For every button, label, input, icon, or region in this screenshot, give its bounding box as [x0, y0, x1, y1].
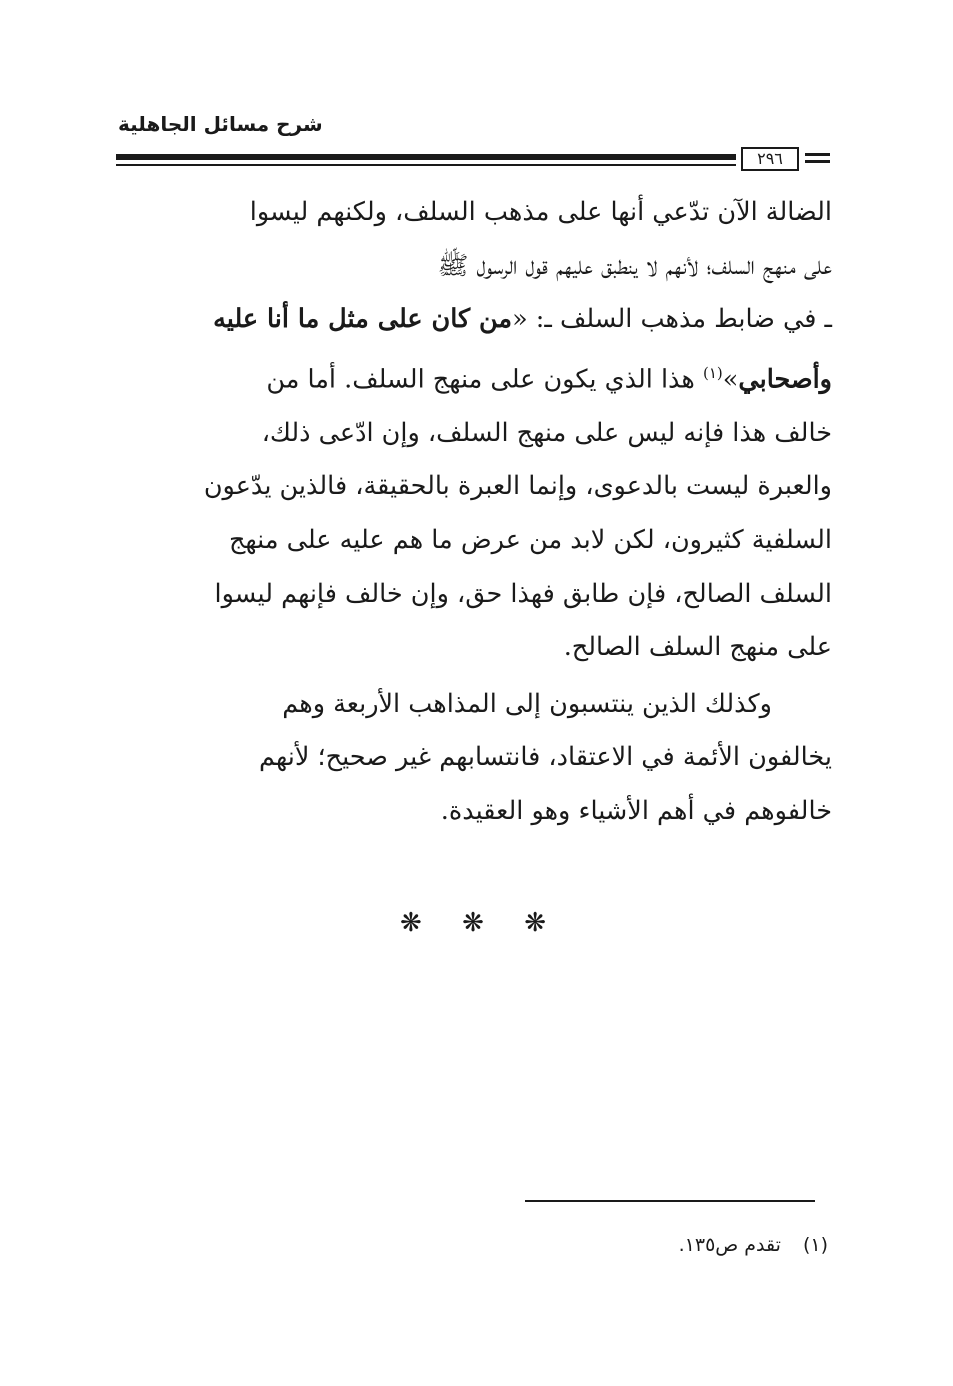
running-header-title: شرح مسائل الجاهلية	[118, 112, 323, 136]
header-rule-right-top	[805, 153, 830, 156]
footnote	[560, 1234, 828, 1256]
footnote-marker: (١)	[802, 1234, 828, 1256]
text-line: السلف الصالح، فإن طابق فهذا حق، وإن خالف فإنهم ليسوا	[214, 578, 832, 609]
text-line: خالفوهم في أهم الأشياء وهو العقيدة.	[440, 796, 832, 827]
text-segment: ـ في ضابط مذهب السلف ـ: «	[512, 304, 832, 335]
quote-close: »	[722, 364, 739, 395]
section-separator	[400, 908, 546, 938]
footnote-text: تقدم ص١٣٥.	[678, 1234, 781, 1256]
text-line: على منهج السلف الصالح.	[563, 632, 832, 663]
main-text	[106, 186, 832, 839]
footnote-ref: (١)	[702, 363, 723, 382]
text-line: السلفية كثيرون، لكن لابد من عرض ما هم عليه على منهج	[228, 525, 832, 556]
asterism-icon: ❋	[400, 908, 422, 938]
text-line: والعبرة ليست بالدعوى، وإنما العبرة بالحقيقة، فالذين يدّعون	[203, 471, 832, 502]
text-line	[106, 347, 832, 407]
asterism-icon: ❋	[462, 908, 484, 938]
text-line: وكذلك الذين ينتسبون إلى المذاهب الأربعة وهم	[282, 688, 772, 719]
hadith-quote-end: وأصحابي	[738, 364, 832, 395]
header-rule-thin	[116, 164, 736, 166]
header-rule-right-bottom	[805, 160, 830, 163]
hadith-quote: من كان على مثل ما أنا عليه	[213, 304, 513, 335]
paragraph-2	[106, 678, 832, 839]
asterism-icon: ❋	[524, 908, 546, 938]
text-line: على منهج السلف؛ لأنهم لا ينطبق عليهم قول الرسول ﷺ	[437, 250, 832, 281]
footnote-rule	[525, 1200, 815, 1202]
text-line: خالف هذا فإنه ليس على منهج السلف، وإن ادّعى ذلك،	[261, 417, 832, 448]
text-line: يخالفون الأئمة في الاعتقاد، فانتسابهم غير صحيح؛ لأنهم	[259, 742, 832, 773]
text-line: الضالة الآن تدّعي أنها على مذهب السلف، ولكنهم ليسوا	[249, 197, 832, 227]
header-rule-thick	[116, 154, 736, 160]
page-number-box: ٢٩٦	[741, 147, 799, 171]
text-line	[106, 293, 832, 347]
text-segment: هذا الذي يكون على منهج السلف. أما من	[266, 364, 703, 395]
paragraph-1	[106, 186, 832, 675]
